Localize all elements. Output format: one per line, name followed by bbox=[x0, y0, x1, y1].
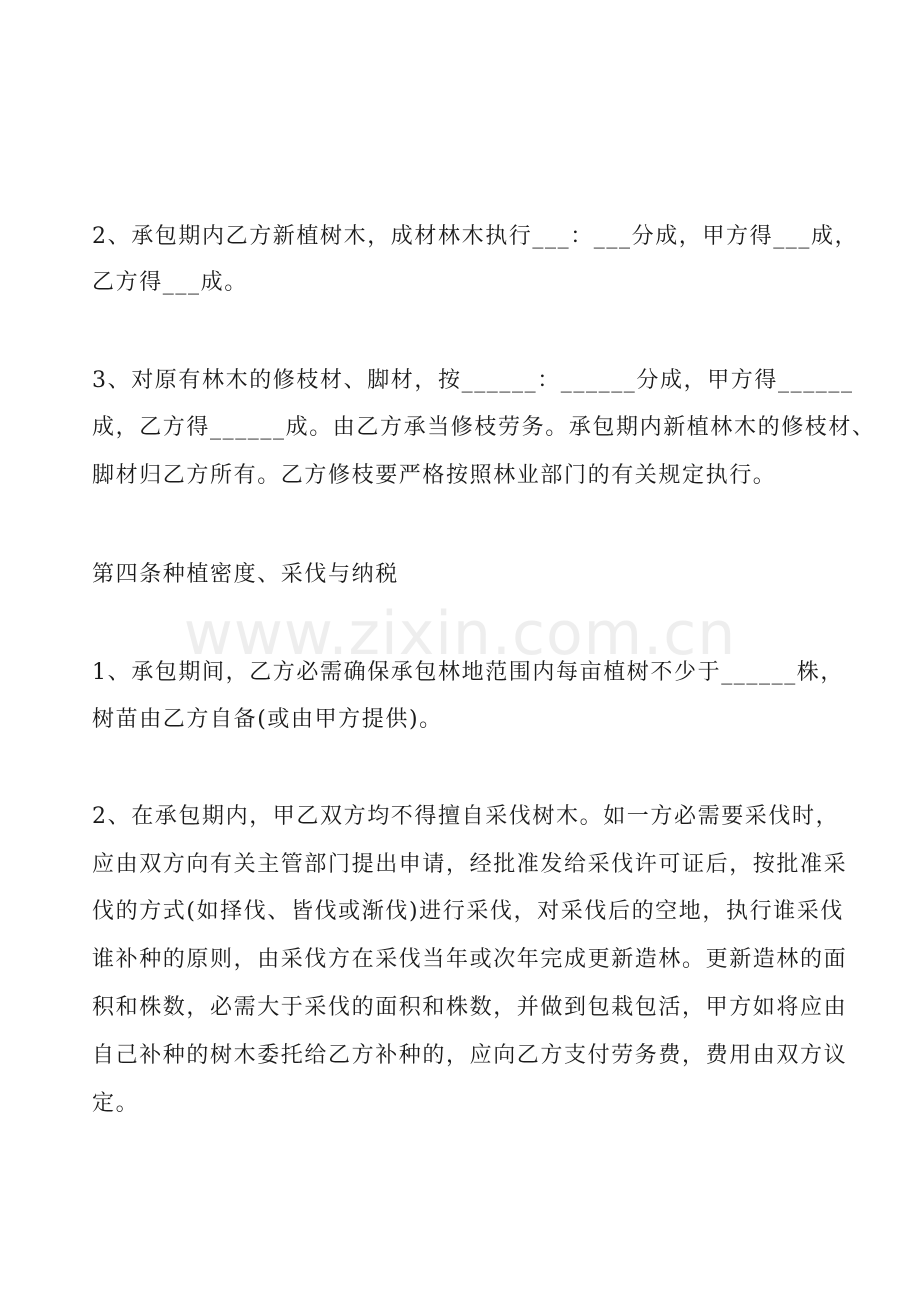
clause-2-line-1: 2、承包期内乙方新植树木，成材林木执行___：___分成，甲方得___成， bbox=[92, 224, 859, 249]
section4-clause-1-line-2: 树苗由乙方自备(或由甲方提供)。 bbox=[92, 707, 443, 732]
section4-clause-2-line-6: 自己补种的树木委托给乙方补种的，应向乙方支付劳务费，费用由双方议 bbox=[92, 1043, 848, 1068]
section-heading: 第四条种植密度、采伐与纳税 bbox=[92, 562, 399, 587]
clause-2-line-2: 乙方得___成。 bbox=[92, 270, 248, 295]
section4-clause-1-line-1: 1、承包期间，乙方必需确保承包林地范围内每亩植树不少于______株， bbox=[92, 660, 844, 685]
clause-3-line-1: 3、对原有林木的修枝材、脚材，按______：______分成，甲方得______ bbox=[92, 368, 854, 393]
clause-3-line-3: 脚材归乙方所有。乙方修枝要严格按照林业部门的有关规定执行。 bbox=[92, 463, 777, 488]
section4-clause-2-line-3: 伐的方式(如择伐、皆伐或渐伐)进行采伐，对采伐后的空地，执行谁采伐 bbox=[92, 899, 844, 924]
section4-clause-2-line-4: 谁补种的原则，由采伐方在采伐当年或次年完成更新造林。更新造林的面 bbox=[92, 947, 848, 972]
section4-clause-2-line-7: 定。 bbox=[92, 1091, 140, 1116]
watermark: www.zixin.com.cn bbox=[183, 599, 737, 669]
section4-clause-2-line-5: 积和株数，必需大于采伐的面积和株数，并做到包栽包活，甲方如将应由 bbox=[92, 995, 848, 1020]
clause-3-line-2: 成，乙方得______成。由乙方承当修枝劳务。承包期内新植林木的修枝材、 bbox=[92, 415, 876, 440]
section4-clause-2-line-2: 应由双方向有关主管部门提出申请，经批准发给采伐许可证后，按批准采 bbox=[92, 852, 848, 877]
section4-clause-2-line-1: 2、在承包期内，甲乙双方均不得擅自采伐树木。如一方必需要采伐时， bbox=[92, 804, 840, 829]
